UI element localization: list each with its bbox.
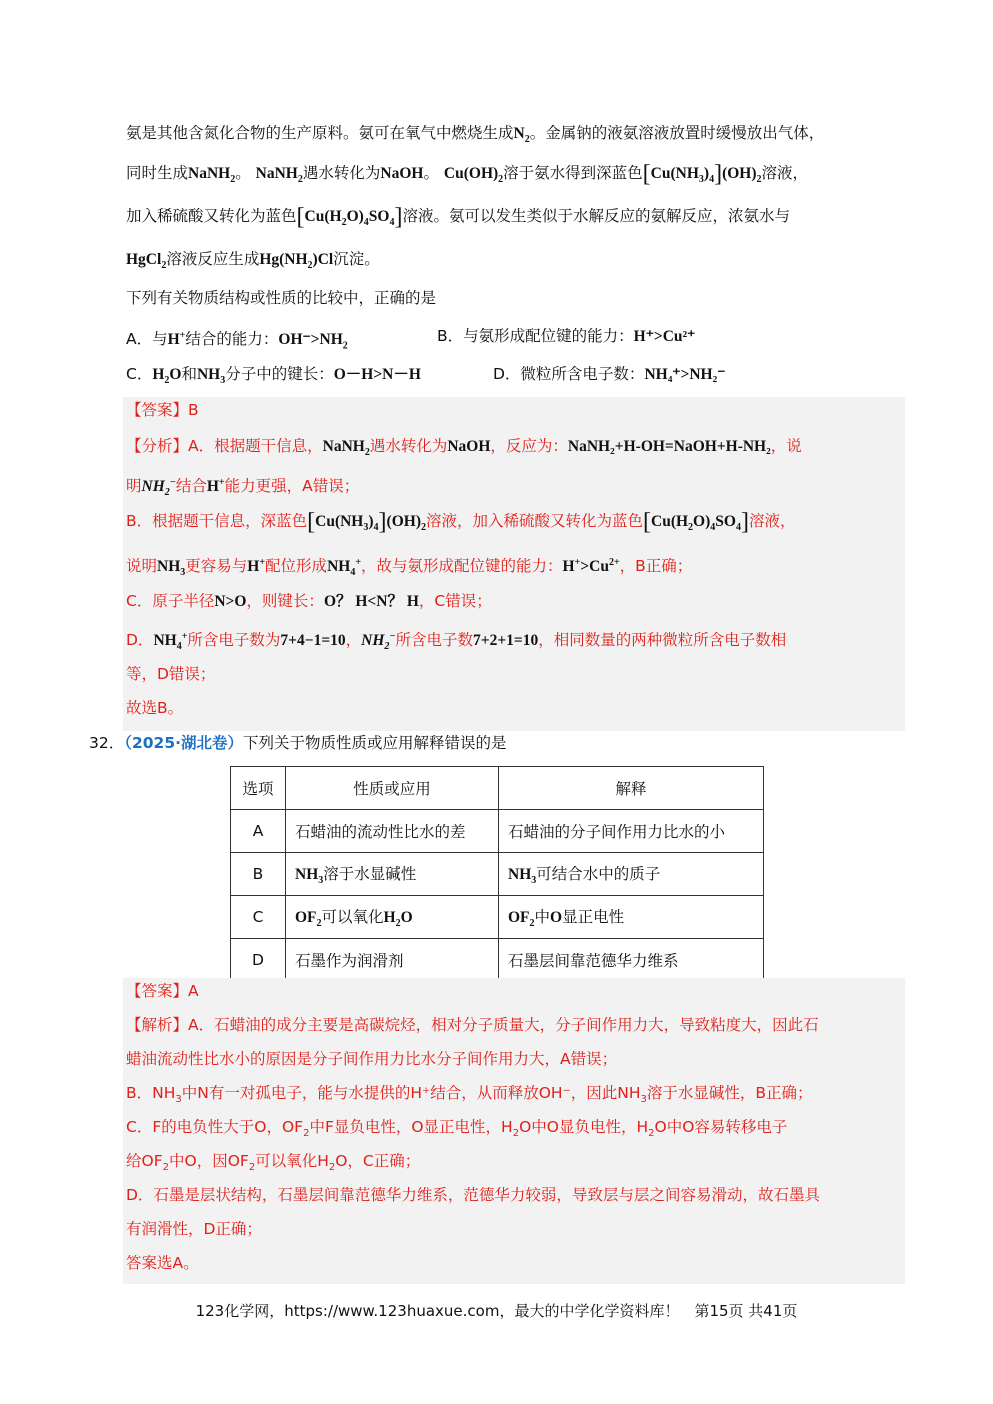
formula: H [383, 908, 396, 926]
text: 说明 [126, 557, 158, 576]
formula: NH [295, 865, 319, 883]
text: 。 [423, 164, 439, 182]
text: ，相同数量的两种微粒所含电子数相 [538, 631, 787, 650]
formula: O [400, 908, 413, 926]
text: 中 [534, 907, 551, 926]
text: B．与氨形成配位键的能力： [437, 327, 634, 345]
options-table [230, 766, 764, 982]
text: 遇水转化为 [369, 437, 448, 455]
analysis-tag: 【解析】 [126, 1016, 189, 1034]
formula: OF [295, 908, 317, 926]
text: 。 [235, 164, 251, 182]
table-cell: B [231, 853, 286, 896]
option-d [493, 363, 725, 386]
formula: Hg(NH [259, 251, 308, 268]
intro-line-2: 同时生成NaNH$_2$。 NaNH$_2$遇水转化为NaOH。 $Cu(OH)_2$溶于氨水得到深蓝色$[Cu(NH_3)_4](OH)_2$溶液， [126, 161, 809, 187]
text: 所含电子数 [395, 631, 473, 650]
formula: NH₄⁺>NH₂⁻ [644, 366, 726, 383]
text: 氨是其他含氮化合物的生产原料。氨可在氧气中燃烧生成 [126, 124, 514, 142]
text: 溶液反应生成 [166, 250, 260, 268]
analysis-line-4: C．F的电负性大于O，$OF_2$中F显负电性，O显正电性，$H_2O$中O显负电性，$H_2O$中O容易转移电子 [126, 1118, 788, 1140]
page-footer: 123化学网，https://www.123huaxue.com，最大的中学化学资料库！ 第15页 共41页 [195, 1302, 798, 1320]
formula: H⁺>Cu²⁺ [633, 328, 696, 345]
text: 配位形成 [265, 557, 328, 576]
table-header-row [231, 767, 764, 810]
option-a: A．与H+结合的能力：$OH^->NH_2$ [126, 330, 348, 352]
formula: Cu(H [304, 208, 342, 225]
text: 沉淀。 [333, 250, 380, 268]
answer-line [126, 980, 199, 1002]
analysis-line-7: 有润滑性，D正确； [126, 1220, 262, 1238]
answer-value: B [188, 401, 199, 419]
text: 分子中的键长： [225, 365, 334, 383]
table-cell: C [231, 896, 286, 939]
formula: Cu(NH [650, 165, 699, 182]
formula: SO [368, 208, 390, 225]
text: 中N有一对孤电子，能与水提供的H⁺结合，从而释放OH⁻，因此NH [181, 1084, 641, 1102]
intro-line-1: 氨是其他含氮化合物的生产原料。氨可在氧气中燃烧生成$N_2$。金属钠的液氨溶液放置时缓慢放出气体， [126, 124, 825, 146]
text: ，则键长： [246, 592, 324, 610]
question-source: （2025·湖北卷） [124, 734, 244, 752]
question-stem: 下列有关物质结构或性质的比较中，正确的是 [126, 289, 437, 307]
analysis-line-6: D．石墨是层状结构，石墨层间靠范德华力维系，范德华力较弱，导致层与层之间容易滑动，故石墨具 [126, 1186, 820, 1204]
analysis-line-2: 蜡油流动性比水小的原因是分子间作用力比水分子间作用力大，A错误； [126, 1050, 618, 1068]
option-b [437, 325, 695, 348]
formula: N [513, 125, 525, 142]
formula: O [550, 908, 563, 926]
analysis-line-a2: 明$NH_2^-$结合H+能力更强，A错误； [126, 477, 360, 499]
table-cell: 石墨层间靠范德华力维系 [499, 939, 764, 982]
text: C．原子半径 [126, 592, 215, 610]
formula: ) [703, 165, 710, 182]
text: 同时生成 [126, 164, 189, 182]
text: ，故与氨形成配位键的能力： [361, 557, 563, 576]
option-c: C．$H_2O$和$NH_3$分子中的键长：O－H>N－H [126, 365, 421, 387]
table-row [231, 853, 764, 896]
analysis-line-d2: 等，D错误； [126, 665, 216, 683]
final-answer-line: 故选B。 [126, 699, 184, 717]
text: A．根据题干信息， [188, 437, 323, 455]
answer-line [126, 399, 199, 421]
formula: Cu(OH) [443, 165, 499, 182]
formula: NH [508, 865, 532, 883]
text: O中O显负电性，H [519, 1118, 649, 1136]
text: C．F的电负性大于O，OF [126, 1118, 304, 1136]
text: 给OF [126, 1152, 163, 1170]
table-header-cell: 选项 [231, 767, 286, 810]
formula: NaNH [188, 165, 231, 182]
text: A．石蜡油的成分主要是高碳烷烃，相对分子质量大，分子间作用力大，导致粘度大，因此石 [188, 1016, 819, 1034]
text: 溶液， [761, 164, 809, 182]
text: ，C错误； [418, 592, 492, 610]
analysis-line-3: B．$NH_3$中N有一对孤电子，能与水提供的H⁺结合，从而释放OH⁻，因此$NH_3$溶于水显碱性，B正确； [126, 1084, 813, 1106]
formula: OF [508, 908, 530, 926]
table-cell: D [231, 939, 286, 982]
table-cell: 石蜡油的分子间作用力比水的小 [499, 810, 764, 853]
text: 能力更强，A错误； [224, 477, 360, 496]
answer-tag: 【答案】 [126, 982, 189, 1000]
table-cell: $NH_3$溶于水显碱性 [286, 853, 499, 896]
table-row [231, 810, 764, 853]
formula: OH⁻>NH [278, 331, 343, 349]
text: 更容易与 [185, 557, 248, 576]
question-number: 32． [89, 734, 125, 752]
table-cell: 石蜡油的流动性比水的差 [286, 810, 499, 853]
analysis-line-c [126, 590, 492, 613]
text: 溶液， [748, 512, 796, 530]
table-row [231, 939, 764, 982]
text: 溶液，加入稀硫酸又转化为蓝色 [425, 512, 643, 530]
formula: 7+2+1=10 [473, 632, 539, 650]
text: D．微粒所含电子数： [493, 365, 645, 383]
text: 结合 [175, 477, 207, 496]
text: 遇水转化为 [302, 164, 381, 182]
table-cell: $NH_3$可结合水中的质子 [499, 853, 764, 896]
formula: NaNH [255, 165, 298, 182]
text: 可以氧化H [255, 1152, 329, 1170]
formula: NaOH [380, 165, 424, 182]
text: 。金属钠的液氨溶液放置时缓慢放出气体， [529, 124, 825, 142]
text: 溶于水显碱性 [323, 864, 417, 883]
table-cell: $OF_2$可以氧化$H_2O$ [286, 896, 499, 939]
text: 溶于氨水得到深蓝色 [503, 164, 643, 182]
table-cell: A [231, 810, 286, 853]
text: 溶于水显碱性，B正确； [646, 1084, 813, 1102]
answer-block-31 [123, 397, 905, 731]
final-answer-line: 答案选A。 [126, 1254, 199, 1272]
intro-line-3: 加入稀硫酸又转化为蓝色$[Cu(H_2O)_4SO_4]$溶液。氨可以发生类似于水解反应的氨解反应，浓氨水与 [126, 204, 790, 230]
table-row [231, 896, 764, 939]
analysis-line-b1: B．根据题干信息，深蓝色$[Cu(NH_3)_4](OH)_2$溶液，加入稀硫酸又转化为蓝色$[Cu(H_2O)_4SO_4]$溶液， [126, 509, 796, 535]
text: ，B正确； [619, 557, 693, 576]
text: ，说 [770, 437, 802, 455]
formula: O) [346, 208, 364, 225]
formula: (OH) [722, 165, 757, 182]
text: C． [126, 365, 153, 383]
table-cell: $OF_2$中O显正电性 [499, 896, 764, 939]
formula: )Cl [312, 251, 334, 268]
formula: HgCl [126, 251, 162, 268]
text: O中O容易转移电子 [654, 1118, 788, 1136]
text: B．NH [126, 1084, 176, 1102]
formula: N>O [214, 593, 247, 610]
answer-value: A [188, 982, 199, 1000]
analysis-line-d1: D．$NH_4^+$所含电子数为7+4−1=10，$NH_2^-$所含电子数7+2+1=10，相同数量的两种微粒所含电子数相 [126, 631, 787, 653]
text: 明 [126, 477, 142, 496]
analysis-tag: 【分析】 [126, 437, 189, 455]
text: O，C正确； [335, 1152, 421, 1170]
formula: 7+4−1=10 [280, 632, 346, 650]
table-cell: 石墨作为润滑剂 [286, 939, 499, 982]
question-32-header [89, 732, 507, 754]
text: 和 [181, 365, 197, 383]
analysis-line-5: 给$OF_2$中O，因$OF_2$可以氧化$H_2O$，C正确； [126, 1152, 421, 1174]
formula: O－H>N－H [333, 366, 421, 383]
analysis-line-1 [126, 1014, 819, 1036]
analysis-line-b2: 说明$NH_3$更容易与H+配位形成$NH_4^+$，故与氨形成配位键的能力：$H^+>Cu^{2+}$，B正确； [126, 557, 693, 579]
answer-tag: 【答案】 [126, 401, 189, 419]
text: 可结合水中的质子 [536, 864, 661, 883]
table-header-cell: 性质或应用 [286, 767, 499, 810]
text: 显正电性 [562, 907, 625, 926]
text: ，反应为： [490, 437, 568, 455]
formula: O？ H<N？ H [323, 593, 419, 610]
question-stem: 下列关于物质性质或应用解释错误的是 [243, 734, 507, 752]
text: 所含电子数为 [187, 631, 281, 650]
table-header-cell: 解释 [499, 767, 764, 810]
text: D． [126, 631, 154, 650]
formula: NaNH₂+H-OH=NaOH+H-NH₂ [567, 438, 771, 455]
text: B．根据题干信息，深蓝色 [126, 512, 308, 530]
intro-line-4: HgCl$_2$溶液反应生成$Hg(NH_2)Cl$沉淀。 [126, 250, 380, 272]
text: 溶液。氨可以发生类似于水解反应的氨解反应，浓氨水与 [402, 207, 790, 225]
text: 中O，因OF [169, 1152, 249, 1170]
text: A．与 [126, 330, 168, 349]
analysis-line-a1: 【分析】A．根据题干信息，NaNH$_2$遇水转化为NaOH，反应为：NaNH₂+H-OH=NaOH+H-NH₂，说 [126, 437, 802, 459]
text: ， [345, 631, 362, 650]
text: 结合的能力： [185, 330, 279, 349]
text: 中F显负电性，O显正电性，H [309, 1118, 513, 1136]
text: 可以氧化 [321, 907, 384, 926]
answer-block-32 [123, 978, 905, 1284]
text: 加入稀硫酸又转化为蓝色 [126, 207, 297, 225]
